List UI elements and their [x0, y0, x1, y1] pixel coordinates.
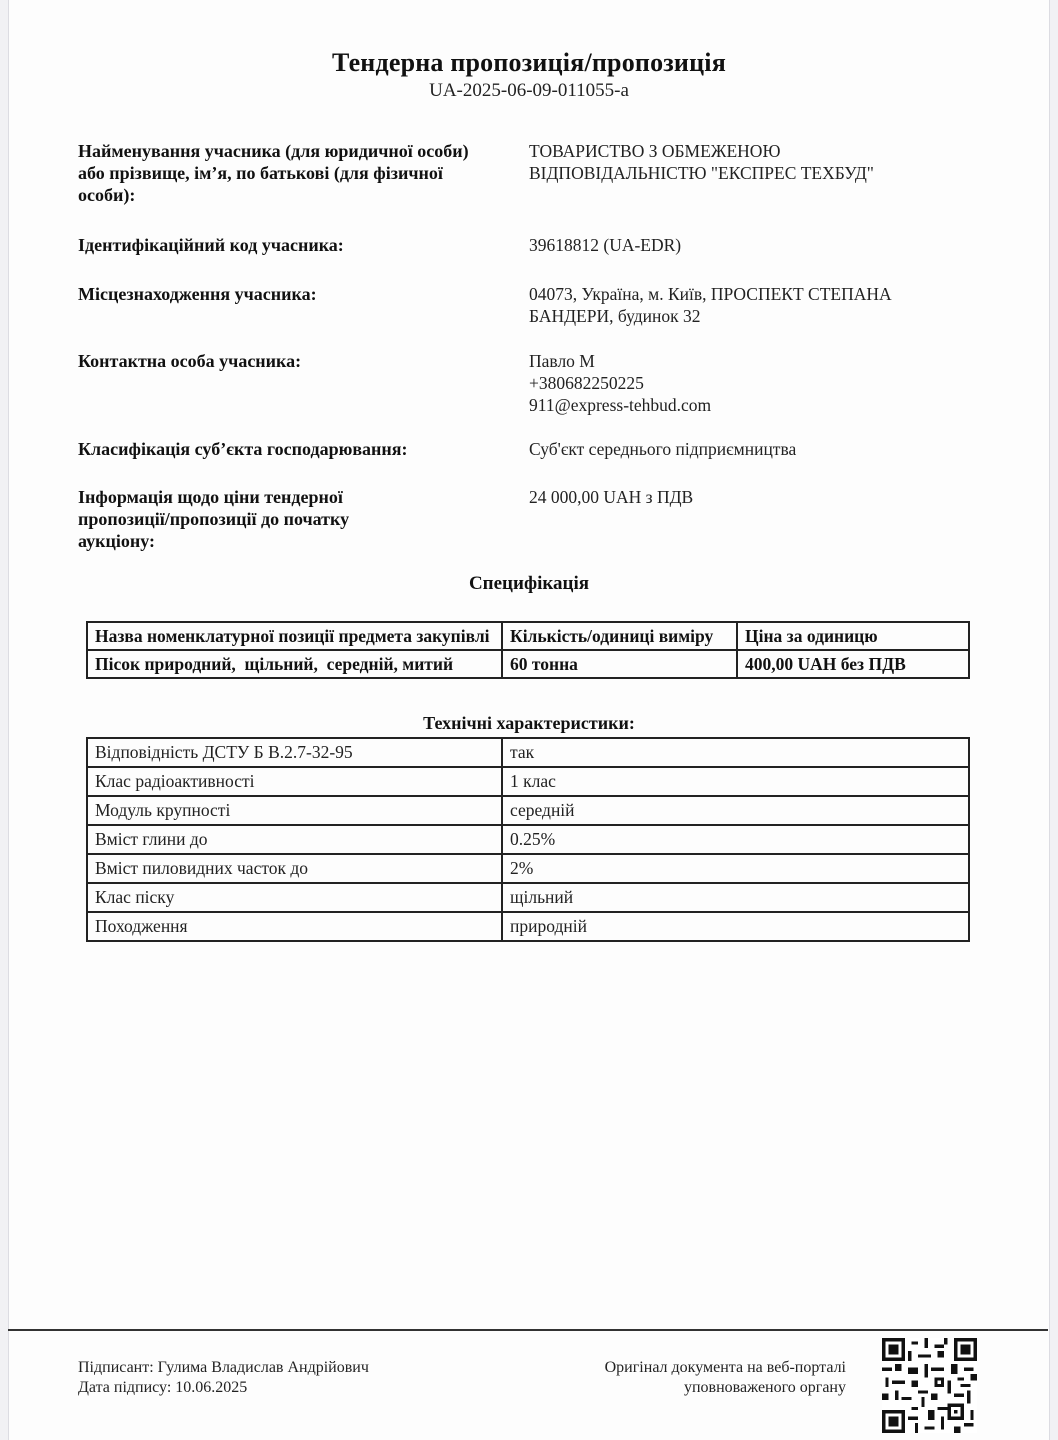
participant-location-label: Місцезнаходження учасника:	[78, 284, 317, 304]
participant-code-value: 39618812 (UA-EDR)	[529, 235, 682, 255]
specification-table	[86, 621, 970, 679]
specification-title: Специфікація	[468, 573, 590, 594]
table-row	[87, 796, 969, 825]
specification-header-row	[87, 622, 969, 650]
participant-contact-value	[529, 350, 969, 416]
participant-classification-label: Класифікація суб’єкта господарювання:	[78, 439, 408, 459]
spec-header-price: Ціна за одиницю	[737, 622, 969, 650]
table-row	[87, 767, 969, 796]
spec-item-quantity: 60 тонна	[502, 650, 737, 678]
table-row	[87, 825, 969, 854]
contact-phone: +380682250225	[529, 373, 644, 393]
spec-item-name: Пісок природний, щільний, середній, митий	[87, 650, 502, 678]
table-row	[87, 738, 969, 767]
tech-param: Модуль крупності	[87, 796, 502, 825]
signer-name: Підписант: Гулима Владислав Андрійович	[78, 1359, 369, 1376]
participant-name-label: Найменування учасника (для юридичної особи) або прізвище, ім’я, по батькові (для фізичної особи):	[78, 141, 469, 205]
qr-code-icon[interactable]	[882, 1338, 977, 1433]
technical-table	[86, 737, 970, 942]
spec-header-quantity: Кількість/одиниці виміру	[502, 622, 737, 650]
spec-item-price: 400,00 UAH без ПДВ	[737, 650, 969, 678]
tech-param: Клас піску	[87, 883, 502, 912]
tech-value: 1 клас	[502, 767, 969, 796]
sign-date: Дата підпису: 10.06.2025	[78, 1379, 248, 1396]
tech-value: середній	[502, 796, 969, 825]
technical-title: Технічні характеристики:	[423, 713, 635, 733]
table-row	[87, 912, 969, 941]
participant-price-value: 24 000,00 UAH з ПДВ	[529, 487, 694, 507]
participant-classification-value: Суб'єкт середнього підприємництва	[529, 439, 797, 459]
table-row	[87, 650, 969, 678]
tech-value: так	[502, 738, 969, 767]
tech-value: природній	[502, 912, 969, 941]
participant-name-value: ТОВАРИСТВО З ОБМЕЖЕНОЮ ВІДПОВІДАЛЬНІСТЮ "ЕКСПРЕС ТЕХБУД"	[529, 141, 874, 183]
portal-note-line2: уповноваженого органу	[683, 1379, 846, 1396]
tech-value: 0.25%	[502, 825, 969, 854]
tech-param: Вміст глини до	[87, 825, 502, 854]
participant-price-label: Інформація щодо ціни тендерної пропозиції/пропозиції до початку аукціону:	[78, 487, 350, 551]
footer-divider	[8, 1329, 1048, 1331]
table-row	[87, 883, 969, 912]
document-title: Тендерна пропозиція/пропозиція	[332, 48, 726, 77]
signature-block	[78, 1358, 369, 1398]
participant-name-field	[78, 140, 978, 210]
tech-value: щільний	[502, 883, 969, 912]
table-row	[87, 854, 969, 883]
tech-param: Клас радіоактивності	[87, 767, 502, 796]
contact-email: 911@express-tehbud.com	[529, 395, 712, 415]
spec-header-name: Назва номенклатурної позиції предмета закупівлі	[87, 622, 502, 650]
portal-note	[605, 1358, 846, 1398]
document-id: UA-2025-06-09-011055-a	[429, 80, 629, 101]
tech-value: 2%	[502, 854, 969, 883]
tech-param: Відповідність ДСТУ Б В.2.7-32-95	[87, 738, 502, 767]
tech-param: Походження	[87, 912, 502, 941]
participant-location-value: 04073, Україна, м. Київ, ПРОСПЕКТ СТЕПАНА БАНДЕРИ, будинок 32	[529, 284, 892, 326]
tech-param: Вміст пиловидних часток до	[87, 854, 502, 883]
participant-contact-label: Контактна особа учасника:	[78, 351, 302, 371]
contact-name: Павло М	[529, 351, 595, 371]
participant-code-label: Ідентифікаційний код учасника:	[78, 235, 344, 255]
portal-note-line1: Оригінал документа на веб-порталі	[604, 1359, 846, 1376]
